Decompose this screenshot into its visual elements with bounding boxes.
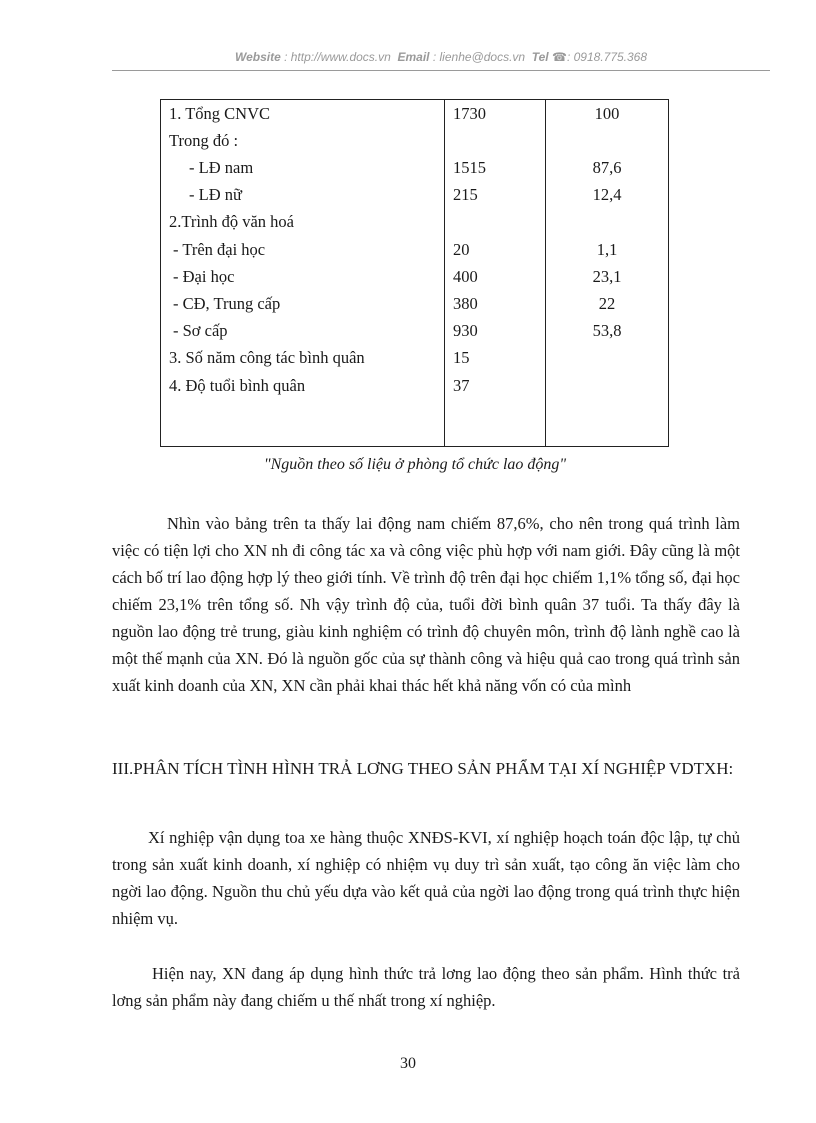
row-count bbox=[445, 209, 546, 236]
row-percent: 12,4 bbox=[546, 182, 669, 209]
table-source-caption: "Nguồn theo số liệu ở phòng tổ chức lao động" bbox=[263, 456, 567, 473]
row-label: 3. Số năm công tác bình quân bbox=[161, 345, 445, 372]
phone-icon: ☎ bbox=[552, 50, 567, 64]
row-percent bbox=[546, 372, 669, 447]
table-row bbox=[161, 236, 669, 263]
email-label: Email bbox=[397, 50, 430, 64]
table-row bbox=[161, 100, 669, 128]
row-count: 1515 bbox=[445, 154, 546, 181]
row-percent bbox=[546, 345, 669, 372]
row-label: - LĐ nữ bbox=[161, 182, 445, 209]
table-row bbox=[161, 290, 669, 317]
website-value: : http://www.docs.vn bbox=[284, 50, 391, 64]
row-count: 400 bbox=[445, 263, 546, 290]
header-divider bbox=[112, 70, 770, 71]
row-count: 15 bbox=[445, 345, 546, 372]
row-label: 2.Trình độ văn hoá bbox=[161, 209, 445, 236]
row-percent: 23,1 bbox=[546, 263, 669, 290]
table-row bbox=[161, 127, 669, 154]
row-label: - CĐ, Trung cấp bbox=[161, 290, 445, 317]
tel-value: : 0918.775.368 bbox=[566, 50, 648, 64]
row-percent: 87,6 bbox=[546, 154, 669, 181]
table-row bbox=[161, 209, 669, 236]
analysis-paragraph: Nhìn vào bảng trên ta thấy lai động nam chiếm 87,6%, cho nên trong quá trình làm việc có tiện lợi cho XN nh đi công tác xa và công việc phù hợp với nam giới. Đây cũng là một cách bố trí lao động hợp lý theo giới tính. Về trình độ trên đại học chiếm 1,1% tổng số, đại học chiếm 23,1% trên tổng số. Nh vậy trình độ của, tuổi đời bình quân 37 tuổi. Ta thấy đây là nguồn lao động trẻ trung, giàu kinh nghiệm có trình độ chuyên môn, trình độ lành nghề cao là một thế mạnh của XN. Đó là nguồn gốc của sự thành công và hiệu quả cao trong quá trình sản xuất kinh doanh của XN, XN cần phải khai thác hết khả năng vốn có của mình bbox=[112, 514, 740, 695]
table-row bbox=[161, 318, 669, 345]
row-count bbox=[445, 127, 546, 154]
table-row bbox=[161, 263, 669, 290]
wage-paragraph: Hiện nay, XN đang áp dụng hình thức trả lơng lao động theo sản phẩm. Hình thức trả lơng sản phẩm này đang chiếm u thế nhất trong xí nghiệp. bbox=[112, 964, 740, 1010]
section-heading: III.PHÂN TÍCH TÌNH HÌNH TRẢ LƠNG THEO SẢN PHẨM TẠI XÍ NGHIỆP VDTXH: bbox=[112, 759, 734, 778]
table-row bbox=[161, 182, 669, 209]
row-count: 930 bbox=[445, 318, 546, 345]
row-percent: 22 bbox=[546, 290, 669, 317]
row-label: - Trên đại học bbox=[161, 236, 445, 263]
row-label: 4. Độ tuổi bình quân bbox=[161, 372, 445, 447]
row-percent: 53,8 bbox=[546, 318, 669, 345]
row-count: 1730 bbox=[445, 100, 546, 128]
page-number: 30 bbox=[400, 1055, 416, 1072]
row-count: 20 bbox=[445, 236, 546, 263]
row-percent: 100 bbox=[546, 100, 669, 128]
row-percent bbox=[546, 127, 669, 154]
row-label: - LĐ nam bbox=[161, 154, 445, 181]
row-percent bbox=[546, 209, 669, 236]
row-label: 1. Tổng CNVC bbox=[161, 100, 445, 128]
table-row bbox=[161, 372, 669, 447]
row-count: 215 bbox=[445, 182, 546, 209]
enterprise-paragraph: Xí nghiệp vận dụng toa xe hàng thuộc XNĐS-KVI, xí nghiệp hoạch toán độc lập, tự chủ trong sản xuất kinh doanh, xí nghiệp có nhiệm vụ duy trì sản xuất, tạo công ăn việc làm cho ngời lao động. Nguồn thu chủ yếu dựa vào kết quả của ngời lao động trong quá trình thực hiện nhiệm vụ. bbox=[112, 828, 740, 928]
website-label: Website bbox=[234, 50, 281, 64]
row-count: 37 bbox=[445, 372, 546, 447]
table-row bbox=[161, 345, 669, 372]
row-label: Trong đó : bbox=[161, 127, 445, 154]
tel-label: Tel bbox=[531, 50, 549, 64]
email-value: : lienhe@docs.vn bbox=[432, 50, 526, 64]
page-header bbox=[112, 50, 770, 64]
row-label: - Sơ cấp bbox=[161, 318, 445, 345]
labor-stats-table bbox=[160, 99, 669, 447]
table-row bbox=[161, 154, 669, 181]
row-percent: 1,1 bbox=[546, 236, 669, 263]
row-label: - Đại học bbox=[161, 263, 445, 290]
row-count: 380 bbox=[445, 290, 546, 317]
